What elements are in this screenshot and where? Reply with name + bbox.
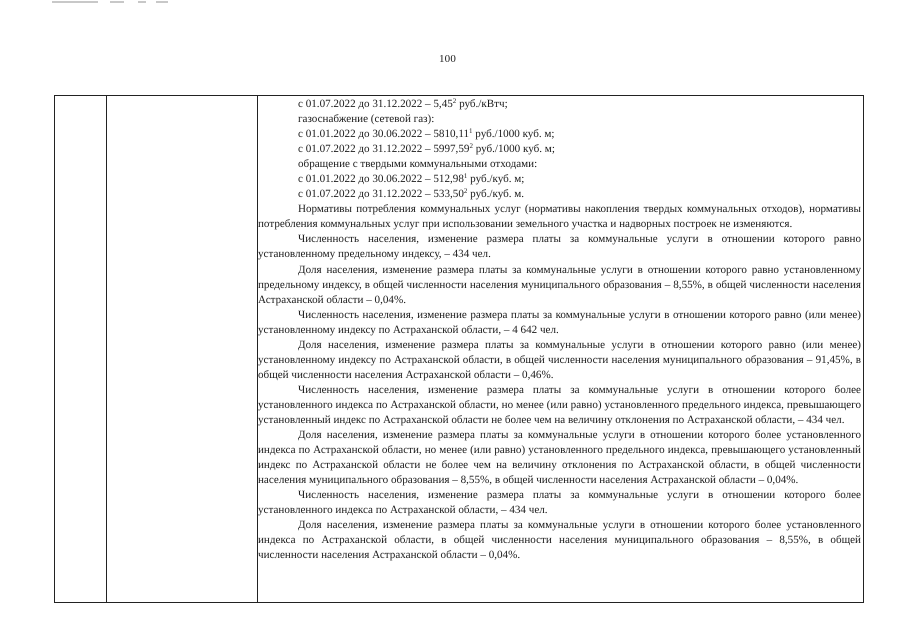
paragraph: Численность населения, изменение размера платы за коммунальные услуги в отношении которого более установленного индекса по Астраханской области, – 434 чел. [258,489,861,517]
page-number: 100 [438,53,457,65]
tariff-line: с 01.01.2022 до 30.06.2022 – 512,98$^1$ руб./куб. м; [298,172,525,186]
paragraph: Доля населения, изменение размера платы за коммунальные услуги в отношении которого равно (или менее) установленному индексу по Астраханской области, в общей численности населения муниципального образования – 91,45%, в общей численности населения Астраханской области – 0,46%. [258,338,861,381]
scan-artifact [52,1,172,4]
tariff-line: с 01.07.2022 до 31.12.2022 – 533,50$^2$ руб./куб. м. [298,187,525,201]
paragraph: Численность населения, изменение размера платы за коммунальные услуги в отношении которого равно установленному предельному индексу, – 434 чел. [258,233,861,261]
table-cell-text [258,97,861,563]
paragraph: Доля населения, изменение размера платы за коммунальные услуги в отношении которого более установленного индекса по Астраханской области, но менее (или равно) установленного предельного индекса, превышающего установленный индекс по Астраханской области не более чем на величину отклонения по Астраханской области, в общей численности населения муниципального образования – 8,55%, в общей численности населения Астраханской области – 0,04%. [258,429,861,487]
paragraph: Нормативы потребления коммунальных услуг (нормативы накопления твердых коммунальных отходов), нормативы потребления коммунальных услуг при использовании земельного участка и надворных построек не изменяются. [258,203,861,231]
tariff-line: с 01.01.2022 до 30.06.2022 – 5810,11$^1$ руб./1000 куб. м; [298,127,555,141]
column-divider [106,96,107,602]
paragraph: Доля населения, изменение размера платы за коммунальные услуги в отношении которого более установленного индекса по Астраханской области, в общей численности населения муниципального образования – 8,55%, в общей численности населения Астраханской области – 0,04%. [258,519,861,562]
tariff-line: обращение с твердыми коммунальными отходами: [298,158,538,171]
document-table [54,95,864,603]
tariff-line: газоснабжение (сетевой газ): [298,113,435,126]
tariff-line: с 01.07.2022 до 31.12.2022 – 5,45$^2$ руб./кВтч; [298,97,508,110]
paragraph: Численность населения, изменение размера платы за коммунальные услуги в отношении которого более установленного индекса по Астраханской области, но менее (или равно) установленного предельного индекса, превышающего установленный индекс по Астраханской области не более чем на величину отклонения по Астраханской области, – 434 чел. [258,383,861,426]
tariff-line: с 01.07.2022 до 31.12.2022 – 5997,59$^2$ руб./1000 куб. м; [298,142,555,156]
paragraph: Численность населения, изменение размера платы за коммунальные услуги в отношении которого равно (или менее) установленному индексу по Астраханской области, – 4 642 чел. [258,308,861,336]
paragraph: Доля населения, изменение размера платы за коммунальные услуги в отношении которого равно установленному предельному индексу, в общей численности населения муниципального образования – 8,55%, в общей численности населения Астраханской области – 0,04%. [258,263,861,306]
